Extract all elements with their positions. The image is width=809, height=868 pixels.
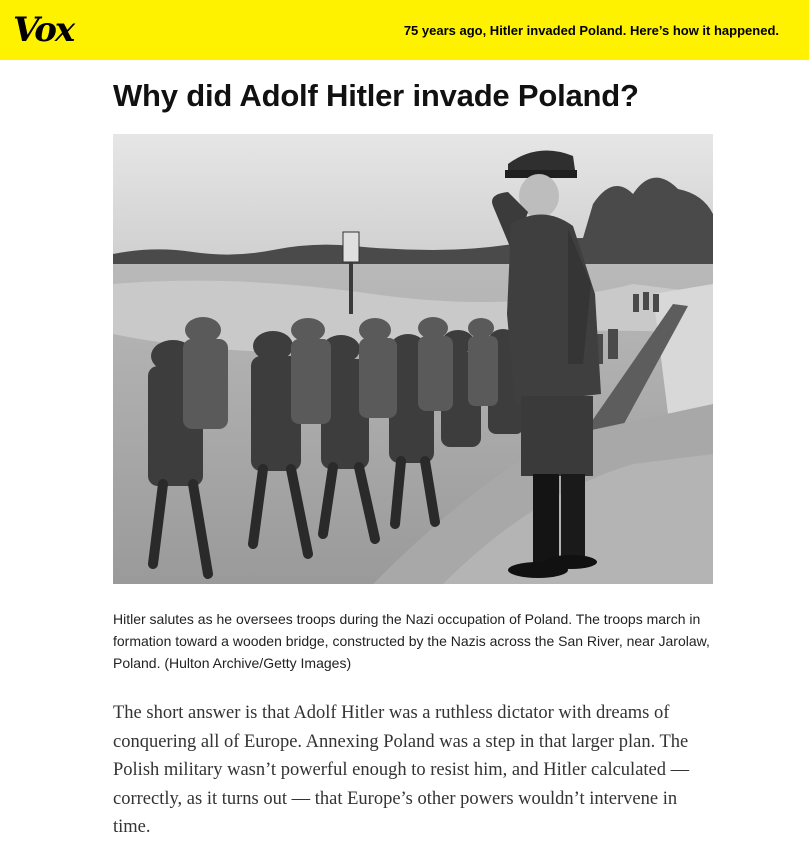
article-paragraph: The short answer is that Adolf Hitler was a ruthless dictator with dreams of conquering all of Europe. Annexing Poland was a step in that larger plan. The Polish military wasn’t powerful enough to resist him, and Hitler calculated — correctly, as it turns out — that Europe’s other powers wouldn’t intervene in time. — [113, 703, 690, 837]
article-photo — [113, 134, 713, 584]
page-title: Why did Adolf Hitler invade Poland? — [113, 78, 639, 113]
photo-illustration — [113, 134, 713, 584]
vox-logo[interactable]: Vox — [13, 10, 74, 50]
photo-caption: Hitler salutes as he oversees troops during the Nazi occupation of Poland. The troops march in formation toward a wooden bridge, constructed by the Nazis across the San River, near Jarolaw, Poland. (Hulton Archive/Getty Images) — [113, 611, 710, 671]
site-header — [0, 0, 809, 60]
related-article-link[interactable]: 75 years ago, Hitler invaded Poland. Here’s how it happened. — [403, 23, 779, 38]
